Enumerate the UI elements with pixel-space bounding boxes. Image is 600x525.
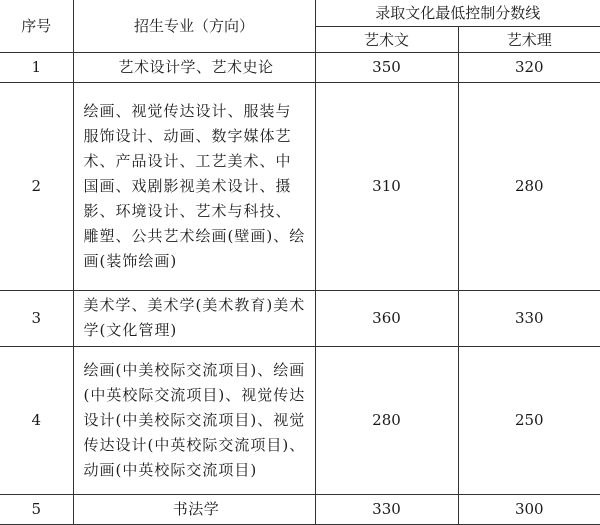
row-arts-science: 300 (458, 494, 600, 524)
header-row-1 (0, 0, 600, 26)
table-row (0, 290, 600, 346)
table-row (0, 52, 600, 82)
row-seq: 3 (0, 290, 73, 346)
table-row (0, 494, 600, 524)
row-arts-liberal: 350 (315, 52, 458, 82)
row-major: 绘画、视觉传达设计、服装与服饰设计、动画、数字媒体艺术、产品设计、工艺美术、中国画、戏剧影视美术设计、摄影、环境设计、艺术与科技、雕塑、公共艺术绘画(壁画)、绘画(装饰绘画) (83, 101, 306, 270)
row-arts-science: 250 (458, 346, 600, 494)
row-seq: 4 (0, 346, 73, 494)
row-arts-science: 320 (458, 52, 600, 82)
header-arts-liberal: 艺术文 (315, 26, 458, 52)
table-row (0, 346, 600, 494)
row-major: 绘画(中美校际交流项目)、绘画(中英校际交流项目)、视觉传达设计(中美校际交流项目)、视觉传达设计(中英校际交流项目)、动画(中英校际交流项目) (83, 360, 306, 479)
table-row (0, 82, 600, 290)
row-major: 艺术设计学、艺术史论 (118, 57, 274, 76)
row-seq: 2 (0, 82, 73, 290)
header-major: 招生专业（方向） (73, 0, 315, 52)
row-seq: 1 (0, 52, 73, 82)
row-arts-liberal: 360 (315, 290, 458, 346)
header-arts-science: 艺术理 (458, 26, 600, 52)
row-major-cell (73, 52, 315, 82)
row-major-cell (73, 494, 315, 524)
row-arts-liberal: 280 (315, 346, 458, 494)
row-major-cell (73, 290, 315, 346)
row-arts-science: 280 (458, 82, 600, 290)
row-major-cell (73, 346, 315, 494)
row-arts-liberal: 330 (315, 494, 458, 524)
header-score-group: 录取文化最低控制分数线 (315, 0, 600, 26)
row-arts-science: 330 (458, 290, 600, 346)
row-major: 书法学 (172, 499, 220, 518)
row-major-cell (73, 82, 315, 290)
header-seq: 序号 (0, 0, 73, 52)
row-arts-liberal: 310 (315, 82, 458, 290)
row-seq: 5 (0, 494, 73, 524)
row-major: 美术学、美术学(美术教育)美术学(文化管理) (83, 296, 306, 339)
